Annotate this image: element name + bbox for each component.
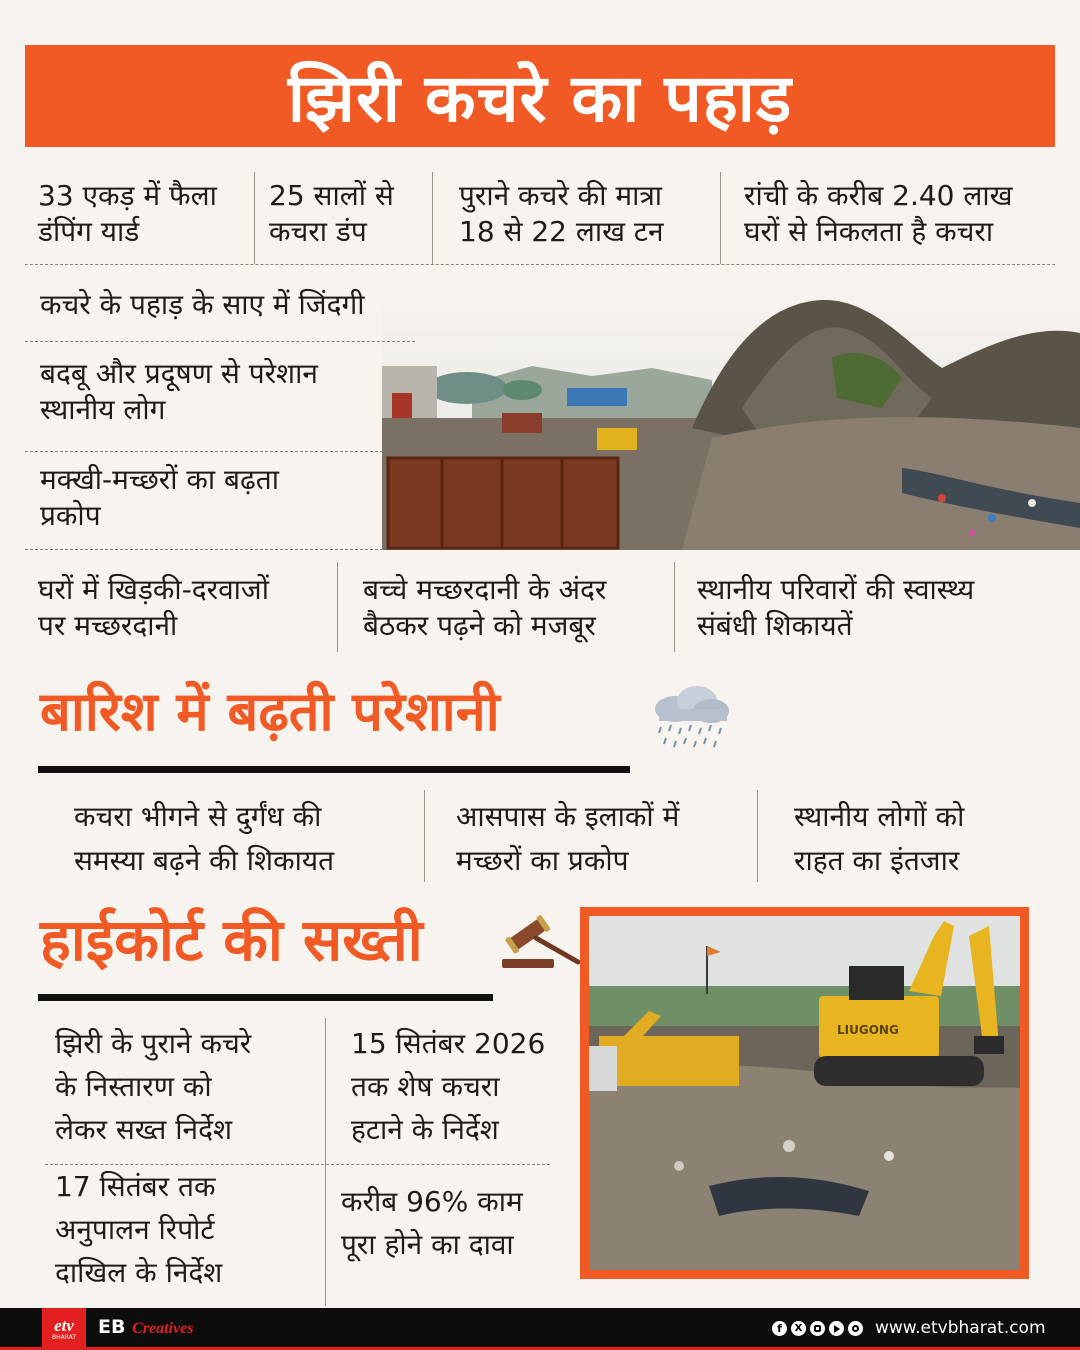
divider <box>325 1018 326 1306</box>
social-icons <box>772 1321 863 1336</box>
divider <box>674 562 675 652</box>
divider <box>25 549 383 550</box>
divider <box>254 172 255 264</box>
life-item: बदबू और प्रदूषण से परेशान स्थानीय लोग <box>40 357 318 426</box>
divider <box>757 790 758 882</box>
divider <box>25 264 1055 265</box>
whatsapp-icon[interactable] <box>848 1321 863 1336</box>
household-item: स्थानीय परिवारों की स्वास्थ्य संबंधी शिकायतें <box>697 573 975 642</box>
rain-heading-rule <box>38 766 630 773</box>
divider <box>720 172 721 264</box>
court-item: झिरी के पुराने कचरे के निस्तारण को लेकर सख्त निर्देश <box>55 1027 252 1146</box>
gavel-icon <box>498 912 582 972</box>
court-item: 15 सितंबर 2026 तक शेष कचरा हटाने के निर्देश <box>351 1027 546 1146</box>
instagram-icon[interactable] <box>810 1321 825 1336</box>
facebook-icon[interactable]: f <box>772 1321 787 1336</box>
divider <box>25 341 415 342</box>
life-item: कचरे के पहाड़ के साए में जिंदगी <box>40 288 365 321</box>
divider <box>337 562 338 652</box>
household-item: घरों में खिड़की-दरवाजों पर मच्छरदानी <box>38 573 269 642</box>
fact-quantity: पुराने कचरे की मात्रा 18 से 22 लाख टन <box>459 179 664 248</box>
court-heading: हाईकोर्ट की सख्ती <box>40 906 423 974</box>
machine-brand-label: LIUGONG <box>837 1023 899 1037</box>
rain-heading: बारिश में बढ़ती परेशानी <box>40 680 500 743</box>
court-item: करीब 96% काम पूरा होने का दावा <box>341 1185 523 1261</box>
fact-acres: 33 एकड़ में फैला डंपिंग यार्ड <box>38 179 217 248</box>
footer-bar <box>0 1308 1080 1350</box>
rain-cloud-icon <box>647 683 732 753</box>
rain-item: स्थानीय लोगों को राहत का इंतजार <box>794 800 965 877</box>
household-item: बच्चे मच्छरदानी के अंदर बैठकर पढ़ने को मजबूर <box>363 573 607 642</box>
x-icon[interactable]: X <box>791 1321 806 1336</box>
excavator-photo <box>580 907 1029 1279</box>
fact-years: 25 सालों से कचरा डंप <box>269 179 394 248</box>
etv-logo[interactable]: etv BHARAT <box>42 1308 86 1350</box>
life-item: मक्खी-मच्छरों का बढ़ता प्रकोप <box>40 463 279 532</box>
rain-item: कचरा भीगने से दुर्गंध की समस्या बढ़ने की शिकायत <box>74 800 335 877</box>
court-item: 17 सितंबर तक अनुपालन रिपोर्ट दाखिल के निर्देश <box>55 1170 223 1289</box>
excavator-illustration <box>589 916 1020 1270</box>
page-title: झिरी कचरे का पहाड़ <box>287 60 793 137</box>
rain-item: आसपास के इलाकों में मच्छरों का प्रकोप <box>456 800 680 877</box>
website-link[interactable]: www.etvbharat.com <box>875 1318 1046 1338</box>
divider <box>432 172 433 264</box>
divider <box>424 790 425 882</box>
fact-households: रांची के करीब 2.40 लाख घरों से निकलता है कचरा <box>744 179 1013 248</box>
divider <box>25 451 383 452</box>
landfill-illustration <box>382 288 1080 550</box>
landfill-photo <box>382 288 1080 550</box>
youtube-icon[interactable] <box>829 1321 844 1336</box>
eb-creatives-logo: EB Creatives <box>98 1316 194 1338</box>
title-banner <box>25 45 1055 147</box>
court-heading-rule <box>38 994 493 1001</box>
